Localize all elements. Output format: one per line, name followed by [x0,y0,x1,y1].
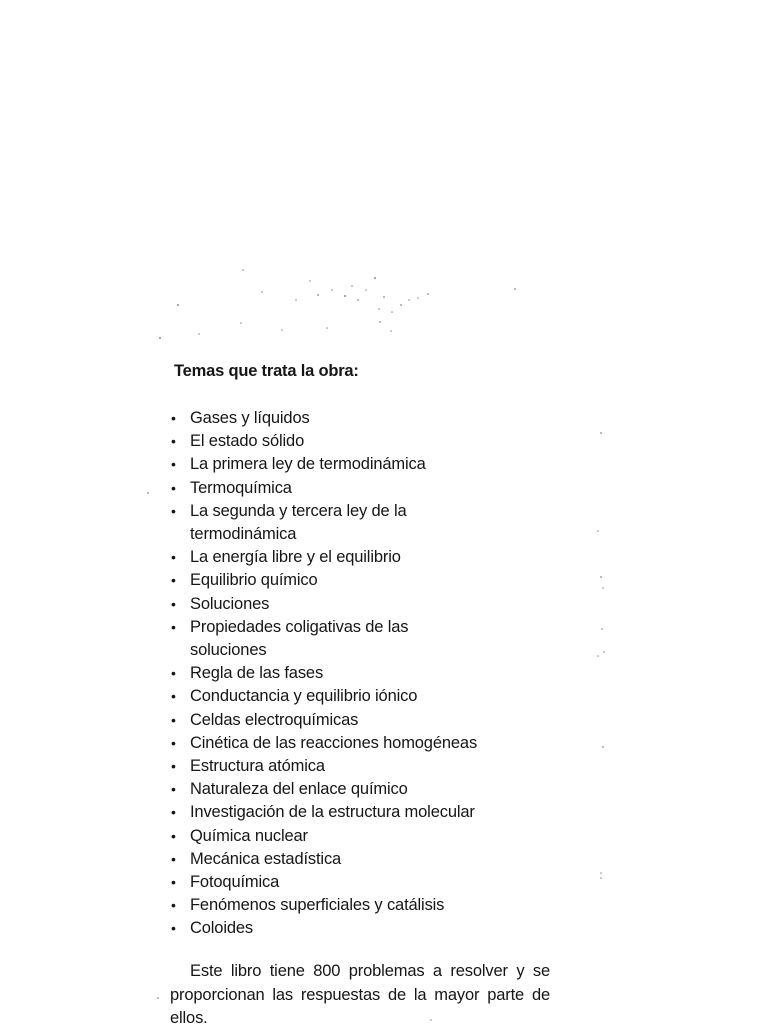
bullet-icon: • [171,920,176,937]
list-item [171,477,561,500]
topic-label: Cinética de las reacciones homogéneas [190,733,478,752]
list-item [171,709,561,732]
bullet-icon: • [171,711,176,728]
list-item [171,662,561,685]
topic-label: La segunda y tercera ley de la termodinámica [190,501,407,544]
list-item [171,616,561,662]
list-item [171,825,561,848]
list-item [171,755,561,778]
bullet-icon: • [171,827,176,844]
topic-label: Fotoquímica [190,873,280,892]
list-item [171,732,561,755]
topic-label: La energía libre y el equilibrio [190,548,401,567]
bullet-icon: • [171,410,176,426]
list-item [171,917,561,940]
bullet-icon: • [171,456,176,473]
topic-label: La primera ley de termodinámica [190,455,426,474]
topic-label: Soluciones [190,594,270,613]
topic-label: Equilibrio químico [190,571,318,590]
topic-label: Celdas electroquímicas [190,710,359,729]
list-item [171,500,561,546]
bullet-icon: • [171,433,176,450]
closing-paragraph: Este libro tiene 800 problemas a resolver y se proporcionan las respuestas de la mayor parte de ellos. [170,962,550,1027]
list-item [171,685,561,708]
list-item [171,778,561,801]
bullet-icon: • [171,549,176,566]
list-item [171,453,561,476]
bullet-icon: • [171,572,176,589]
list-item [171,569,561,592]
topic-label: El estado sólido [190,432,305,451]
bullet-icon: • [171,781,176,798]
bullet-icon: • [171,595,176,612]
topic-label: Química nuclear [190,826,308,845]
topic-label: Gases y líquidos [190,409,310,427]
list-item [171,407,561,430]
topic-label: Estructura atómica [190,757,325,776]
section-heading: Temas que trata la obra: [174,362,359,380]
list-item [171,848,561,871]
topic-label: Coloides [190,919,254,938]
topic-label: Mecánica estadística [190,849,342,868]
topic-label: Conductancia y equilibrio iónico [190,687,418,706]
bullet-icon: • [171,850,176,867]
topic-label: Termoquímica [190,478,292,497]
topics-list [171,407,561,941]
topic-label: Fenómenos superficiales y catálisis [190,896,445,915]
bullet-icon: • [171,618,176,635]
topic-label: Propiedades coligativas de las soluciones [190,617,409,660]
list-item [171,871,561,894]
bullet-icon: • [171,734,176,751]
topic-label: Investigación de la estructura molecular [190,803,475,822]
bullet-icon: • [171,479,176,496]
bullet-icon: • [171,874,176,891]
list-item [171,546,561,569]
list-item [171,894,561,917]
bullet-icon: • [171,502,176,519]
bullet-icon: • [171,688,176,705]
bullet-icon: • [171,665,176,682]
topic-label: Regla de las fases [190,664,324,683]
topic-label: Naturaleza del enlace químico [190,780,408,799]
bullet-icon: • [171,897,176,914]
list-item [171,801,561,824]
list-item [171,430,561,453]
bullet-icon: • [171,804,176,821]
list-item [171,593,561,616]
bullet-icon: • [171,758,176,775]
